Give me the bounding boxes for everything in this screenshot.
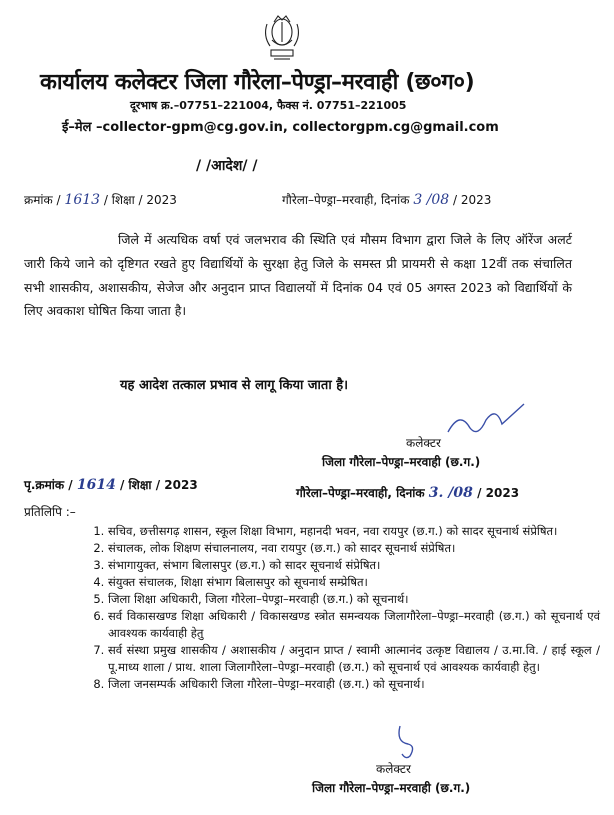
copy-year-suffix: / 2023 bbox=[477, 486, 520, 500]
office-title: कार्यालय कलेक्टर जिला गौरेला–पेण्ड्रा–मरवाही (छ०ग०) bbox=[40, 70, 475, 95]
collector-signature-1 bbox=[440, 402, 530, 442]
order-place-date bbox=[282, 191, 491, 208]
copy-recipient-item: 1. सचिव, छत्तीसगढ़ शासन, स्कूल शिक्षा विभाग, महानदी भवन, नवा रायपुर (छ.ग.) को सादर सूचनार्थ संप्रेषित। bbox=[108, 523, 600, 540]
copy-recipient-item: 3. संभागायुक्त, संभाग बिलासपुर (छ.ग.) को सादर सूचनार्थ संप्रेषित। bbox=[108, 557, 600, 574]
copy-date-handwritten: 3. /08 bbox=[428, 485, 473, 501]
copy-recipient-item: 7. सर्व संस्था प्रमुख शासकीय / अशासकीय / अनुदान प्राप्त / स्वामी आत्मानंद उत्कृष्ट विद्यालय / उ.मा.वि. / हाई स्कूल / पू.माध्य शाला / प्राथ. शाला जिलागौरेला–पेण्ड्रा–मरवाही (छ.ग.) को सूचनार्थ एवं आवश्यक कार्यवाही हेतु। bbox=[108, 642, 600, 676]
order-heading: / /आदेश/ / bbox=[196, 158, 258, 174]
signatory-office-2: जिला गौरेला–पेण्ड्रा–मरवाही (छ.ग.) bbox=[312, 781, 471, 795]
copy-reference bbox=[24, 476, 198, 493]
effect-statement: यह आदेश तत्काल प्रभाव से लागू किया जाता है। bbox=[120, 378, 349, 393]
signatory-office-1: जिला गौरेला–पेण्ड्रा–मरवाही (छ.ग.) bbox=[322, 455, 481, 469]
copy-recipient-item: 2. संचालक, लोक शिक्षण संचालनालय, नवा रायपुर (छ.ग.) को सादर सूचनार्थ संप्रेषित। bbox=[108, 540, 600, 557]
order-ref-prefix: क्रमांक / bbox=[24, 193, 61, 207]
order-year-suffix: / 2023 bbox=[453, 193, 492, 207]
signatory-title-1: कलेक्टर bbox=[406, 436, 441, 450]
order-ref-number: 1613 bbox=[64, 192, 101, 208]
collector-signature-2 bbox=[390, 722, 430, 762]
order-body-paragraph: जिले में अत्यधिक वर्षा एवं जलभराव की स्थिति एवं मौसम विभाग द्वारा जिले के लिए ऑरेंज अलर्ट जारी किये जाने को दृष्टिगत रखते हुए विद्यार्थियों के सुरक्षा हेतु जिले के समस्त प्री प्रायमरी से कक्षा 12वीं तक संचालित सभी शासकीय, अशासकीय, सेजेज और अनुदान प्राप्त विद्यालयों में दिनांक 04 एवं 05 अगस्त 2023 को विद्यार्थियों के लिए अवकाश घोषित किया जाता है। bbox=[24, 232, 572, 319]
order-place-date-prefix: गौरेला–पेण्ड्रा–मरवाही, दिनांक bbox=[282, 193, 410, 207]
copy-ref-number: 1614 bbox=[76, 477, 116, 493]
copy-to-label: प्रतिलिपि :– bbox=[24, 505, 76, 519]
email-line: ई–मेल –collector-gpm@cg.gov.in, collectorgpm.cg@gmail.com bbox=[62, 120, 499, 135]
order-reference-row bbox=[24, 191, 590, 208]
copy-recipient-item: 8. जिला जनसम्पर्क अधिकारी जिला गौरेला–पेण्ड्रा–मरवाही (छ.ग.) को सूचनार्थ। bbox=[108, 676, 600, 693]
signatory-title-2: कलेक्टर bbox=[376, 762, 411, 776]
copy-recipient-item: 5. जिला शिक्षा अधिकारी, जिला गौरेला–पेण्ड्रा–मरवाही (छ.ग.) को सूचनार्थ। bbox=[108, 591, 600, 608]
copy-recipient-item: 4. संयुक्त संचालक, शिक्षा संभाग बिलासपुर को सूचनार्थ सम्प्रेषित। bbox=[108, 574, 600, 591]
state-emblem-icon bbox=[258, 10, 306, 64]
copy-ref-prefix: पृ.क्रमांक / bbox=[24, 478, 73, 492]
copy-place-date-prefix: गौरेला–पेण्ड्रा–मरवाही, दिनांक bbox=[296, 486, 425, 500]
copy-recipient-item: 6. सर्व विकासखण्ड शिक्षा अधिकारी / विकासखण्ड स्त्रोत समन्वयक जिलागौरेला–पेण्ड्रा–मरवाही (छ.ग.) को सूचनार्थ एवं आवश्यक कार्यवाही हेतु bbox=[108, 608, 600, 642]
order-date-handwritten: 3 /08 bbox=[413, 192, 450, 208]
order-ref-suffix: / शिक्षा / 2023 bbox=[103, 193, 177, 207]
phone-fax-line: दूरभाष क्र.–07751–221004, फैक्स नं. 07751–221005 bbox=[130, 99, 407, 112]
copy-recipient-list bbox=[86, 523, 600, 693]
copy-place-date bbox=[296, 484, 519, 501]
copy-ref-suffix: / शिक्षा / 2023 bbox=[120, 478, 198, 492]
